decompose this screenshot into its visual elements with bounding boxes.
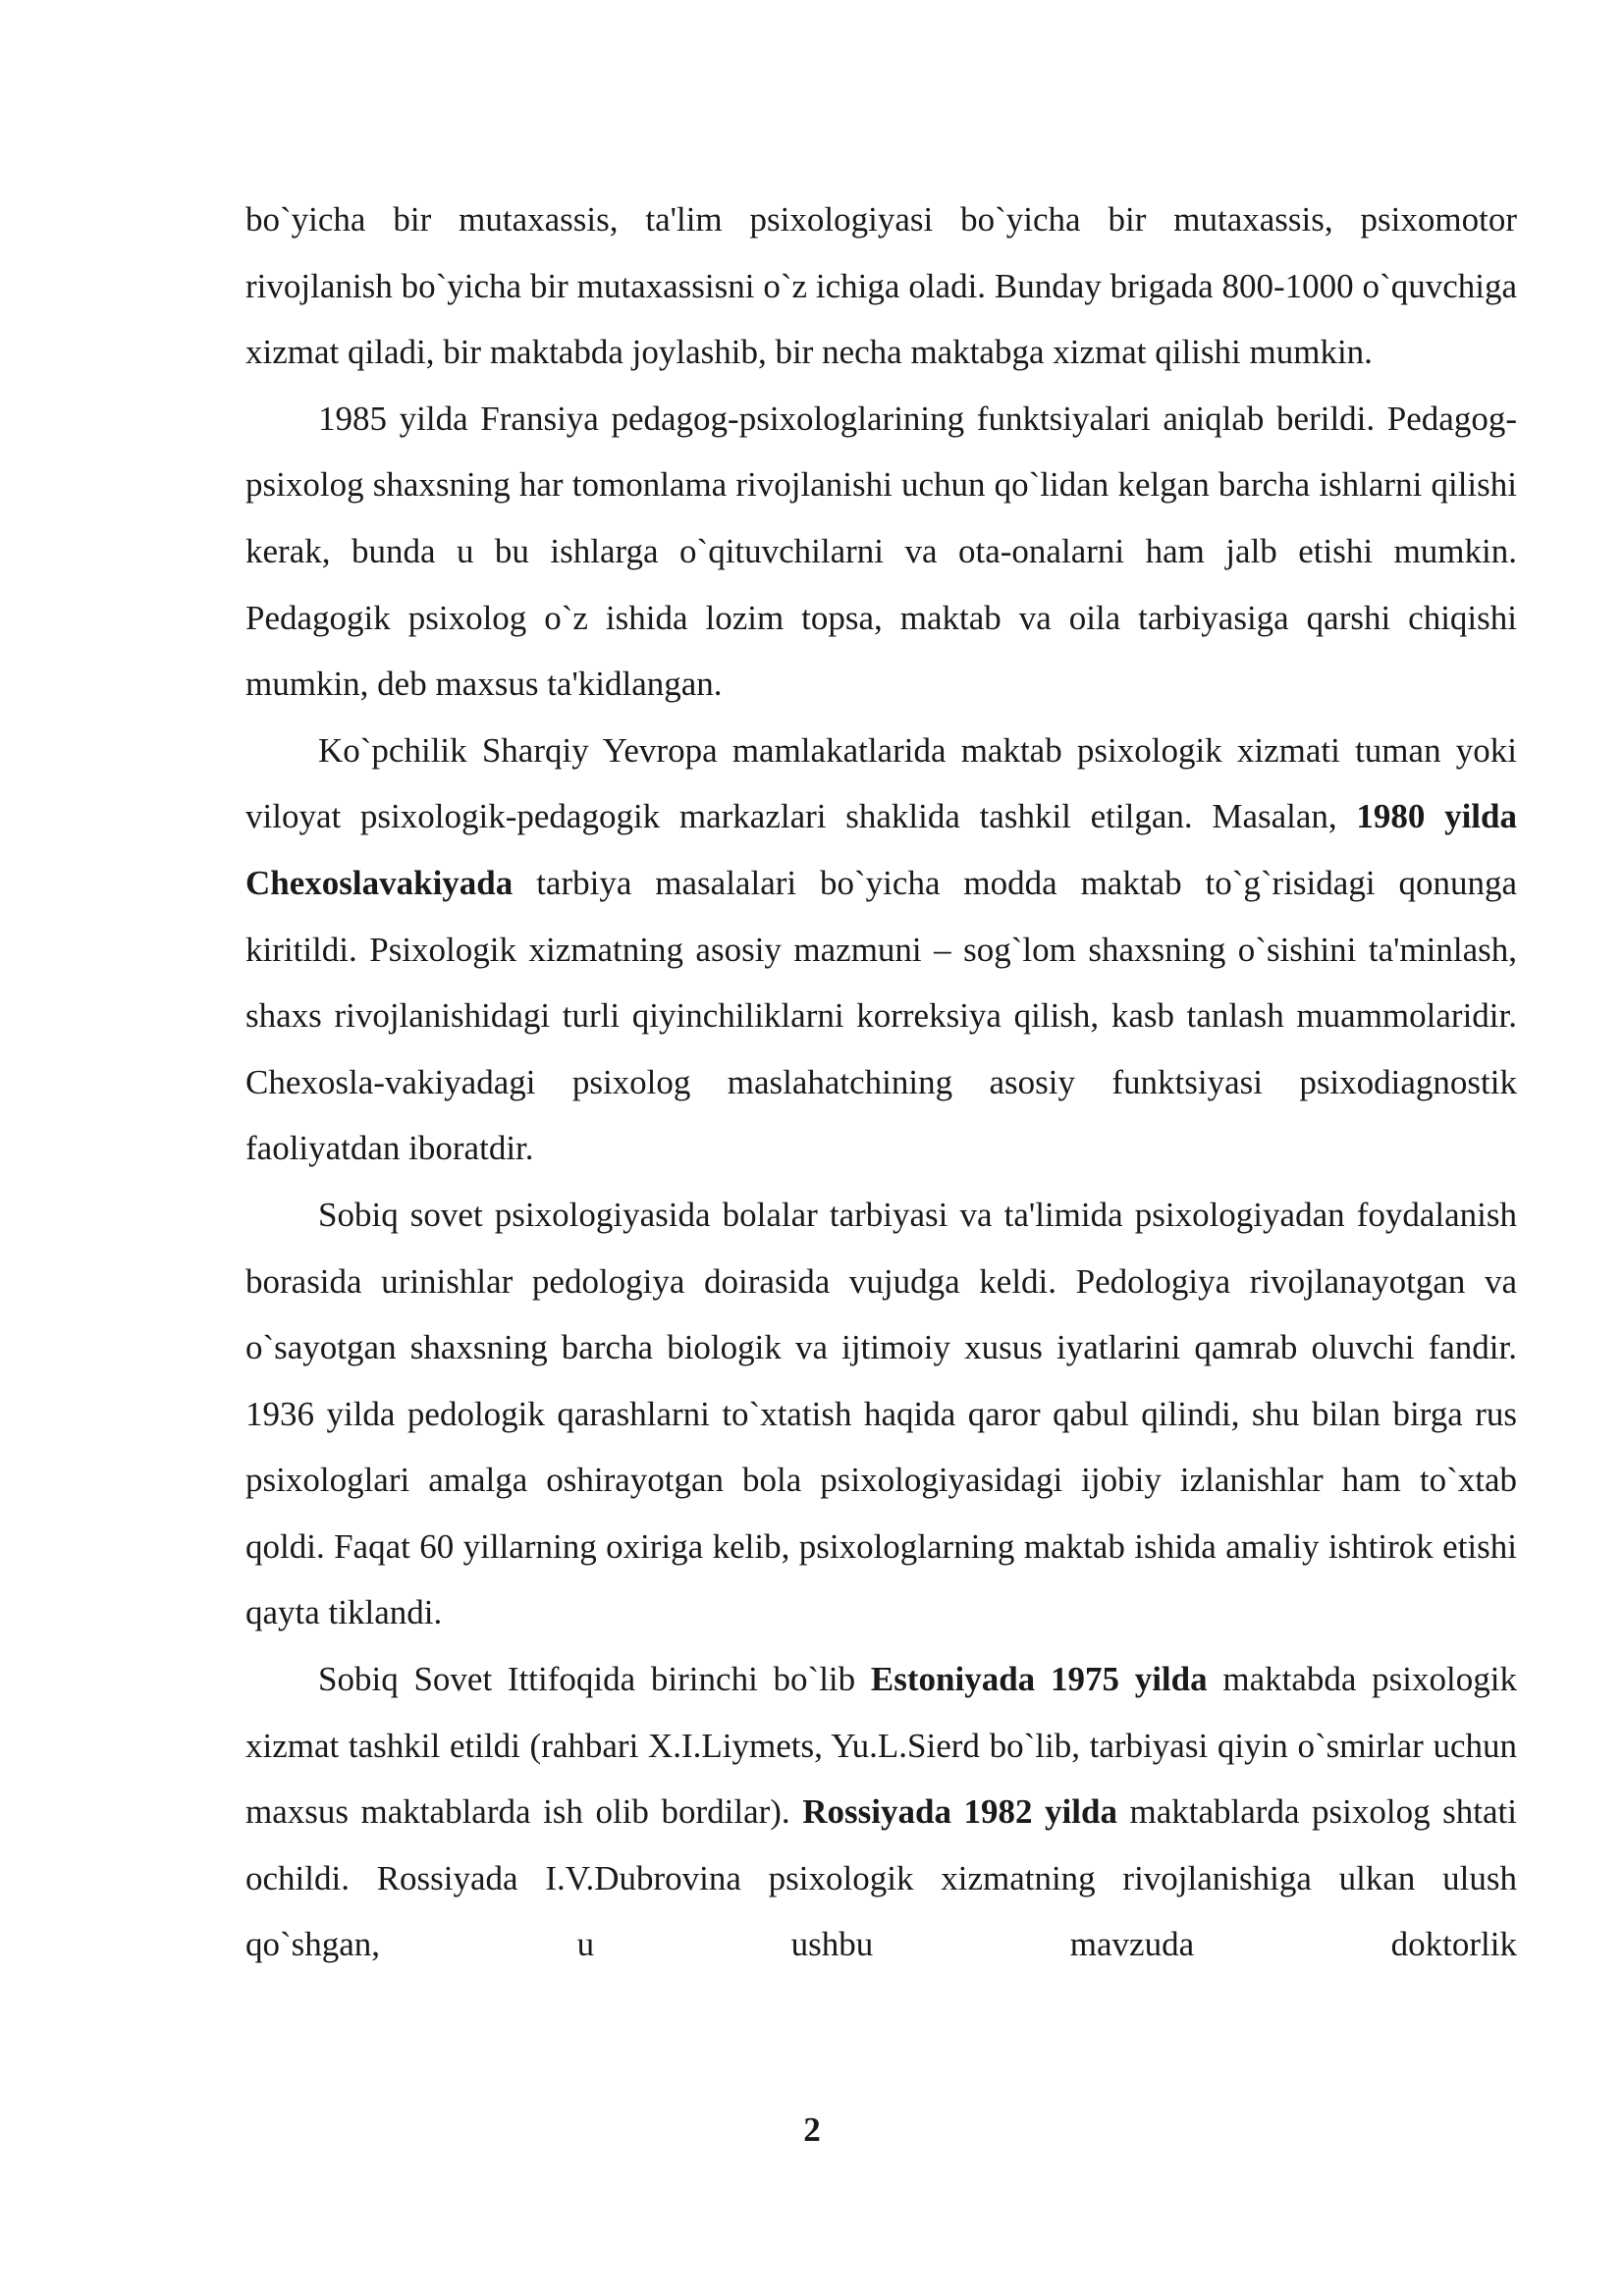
paragraph-4-text: Sobiq sovet psixologiyasida bolalar tarbiyasi va ta'limida psixologiyadan foydalanish borasida urinishlar pedologiya doirasida vujudga keldi. Pedologiya rivojlanayotgan va o`sayotgan shaxsning barcha biologik va ijtimoiy xusus iyatlarini qamrab oluvchi fandir. 1936 yilda pedologik qarashlarni to`xtatish haqida qaror qabul qilindi, shu bilan birga rus psixologlari amalga oshirayotgan bola psixologiyasidagi ijobiy izlanishlar ham to`xtab qoldi. Faqat 60 yillarning oxiriga kelib, psixologlarning maktab ishida amaliy ishtirok etishi qayta tiklandi. — [245, 1195, 1517, 1632]
paragraph-5-bold-estonia: Estoniyada 1975 yilda — [870, 1660, 1208, 1699]
paragraph-2-text: 1985 yilda Fransiya pedagog-psixologlarining funktsiyalari aniqlab berildi. Pedagog-psixolog shaxsning har tomonlama rivojlanishi uchun qo`lidan kelgan barcha ishlarni qilishi kerak, bunda u bu ishlarga o`qituvchilarni va ota-onalarni ham jalb etishi mumkin. Pedagogik psixolog o`z ishida lozim topsa, maktab va oila tarbiyasiga qarshi chiqishi mumkin, deb maxsus ta'kidlangan. — [245, 399, 1517, 704]
paragraph-4 — [245, 1182, 1517, 1646]
paragraph-1 — [245, 187, 1517, 386]
paragraph-5-text-b: maktabda psixologik xizmat tashkil etildi (rahbari X.I.Liymets, Yu.L.Sierd bo`lib, tarbiyasi qiyin o`smirlar uchun maxsus maktablarda ish olib bordilar). — [245, 1660, 1517, 1832]
paragraph-3-text-b: tarbiya masalalari bo`yicha modda maktab to`g`risidagi qonunga kiritildi. Psixologik xizmatning asosiy mazmuni – sog`lom shaxsning o`sishini ta'minlash, shaxs rivojlanishidagi turli qiyinchiliklarni korreksiya qilish, kasb tanlash muammolaridir. Chexosla-vakiyadagi psixolog maslahatchining asosiy funktsiyasi psixodiagnostik faoliyatdan iboratdir. — [245, 863, 1517, 1168]
paragraph-5-text-c: maktablarda psixolog shtati ochildi. Rossiyada I.V.Dubrovina psixologik xizmatning rivojlanishiga ulkan ulush qo`shgan, u ushbu mavzuda doktorlik — [245, 1792, 1517, 1964]
paragraph-1-text: bo`yicha bir mutaxassis, ta'lim psixologiyasi bo`yicha bir mutaxassis, psixomotor rivojlanish bo`yicha bir mutaxassisni o`z ichiga oladi. Bunday brigada 800-1000 o`quvchiga xizmat qiladi, bir maktabda joylashib, bir necha maktabga xizmat qilishi mumkin. — [245, 200, 1517, 372]
paragraph-3 — [245, 718, 1517, 1182]
paragraph-5 — [245, 1646, 1517, 1978]
document-body — [245, 187, 1517, 1978]
paragraph-5-bold-russia: Rossiyada 1982 yilda — [802, 1792, 1117, 1832]
page-number: 2 — [803, 2110, 821, 2149]
paragraph-5-text-a: Sobiq Sovet Ittifoqida birinchi bo`lib — [318, 1660, 871, 1699]
paragraph-3-text-a: Ko`pchilik Sharqiy Yevropa mamlakatlarida maktab psixologik xizmati tuman yoki viloyat psixologik-pedagogik markazlari shaklida tashkil etilgan. Masalan, — [245, 730, 1517, 836]
paragraph-3-bold-date: 1980 yilda Chexoslavakiyada — [245, 797, 1517, 902]
paragraph-2 — [245, 386, 1517, 718]
